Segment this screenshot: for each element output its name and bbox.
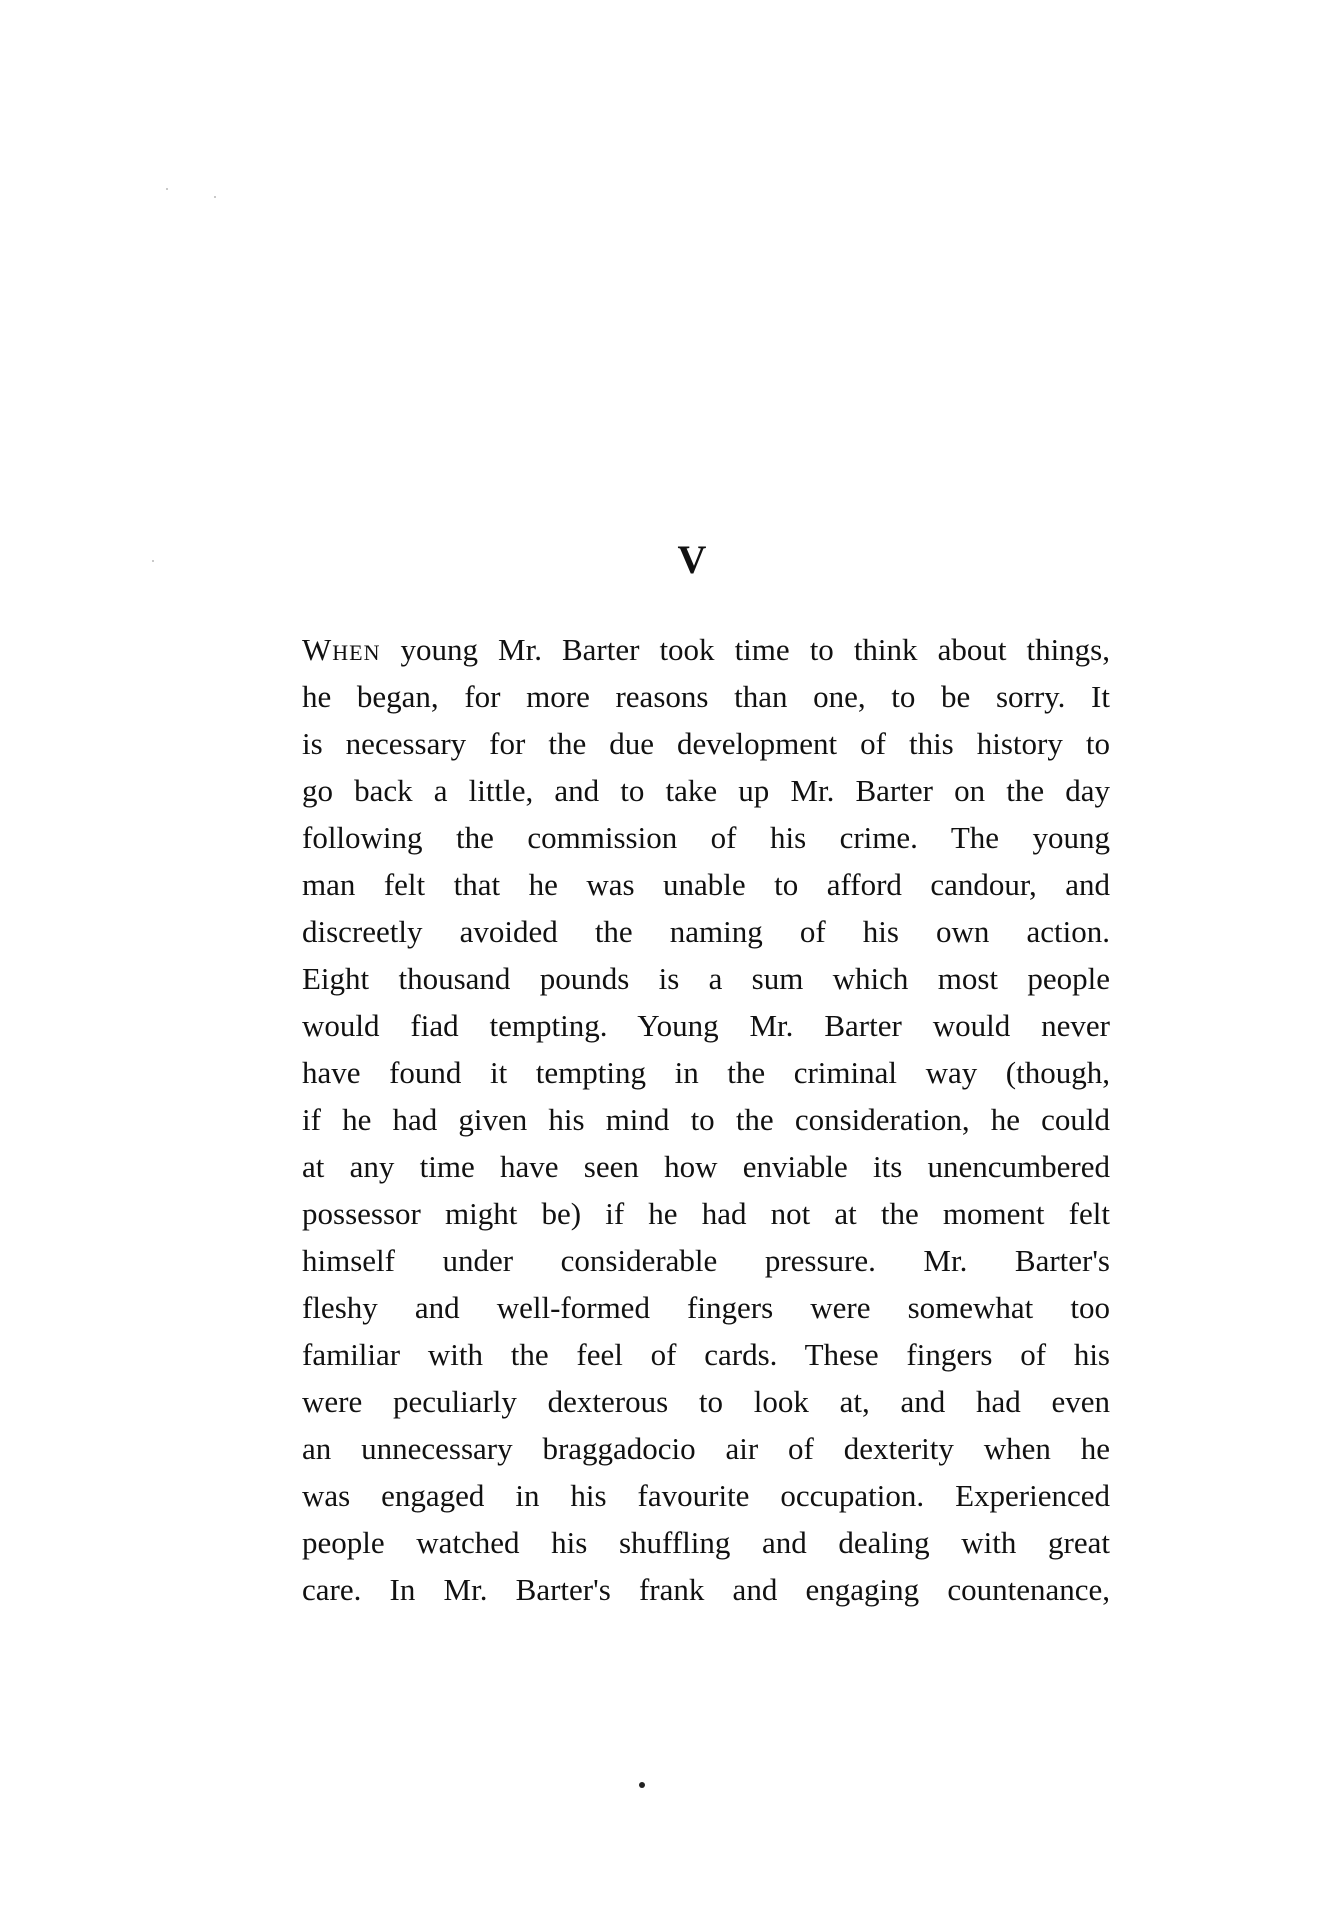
text-line-8: Eight thousand pounds is a sum which most people: [302, 961, 1110, 996]
text-line-20: people watched his shuffling and dealing with great: [302, 1525, 1110, 1560]
chapter-numeral: V: [677, 537, 707, 582]
footer-dot: [639, 1782, 645, 1788]
text-line-12: at any time have seen how enviable its unencumbered: [302, 1149, 1110, 1184]
text-line-16: familiar with the feel of cards. These fingers of his: [302, 1337, 1110, 1372]
text-line-15: fleshy and well-formed fingers were somewhat too: [302, 1290, 1110, 1325]
text-line-9: would fiad tempting. Young Mr. Barter would never: [302, 1008, 1110, 1043]
text-line-18: an unnecessary braggadocio air of dexterity when he: [302, 1431, 1110, 1466]
chapter-body-text: [302, 626, 1110, 1613]
text-line-19: was engaged in his favourite occupation. Experienced: [302, 1478, 1110, 1513]
text-line-21: care. In Mr. Barter's frank and engaging countenance,: [302, 1572, 1110, 1607]
text-line-2: he began, for more reasons than one, to be sorry. It: [302, 679, 1110, 714]
text-line-4: go back a little, and to take up Mr. Barter on the day: [302, 773, 1110, 808]
text-line-6: man felt that he was unable to afford candour, and: [302, 867, 1110, 902]
text-line-14: himself under considerable pressure. Mr. Barter's: [302, 1243, 1110, 1278]
scan-speck: [166, 188, 168, 190]
scan-speck: [214, 196, 216, 198]
text-line-7: discreetly avoided the naming of his own action.: [302, 914, 1110, 949]
text-line-5: following the commission of his crime. The young: [302, 820, 1110, 855]
text-line-11: if he had given his mind to the consideration, he could: [302, 1102, 1110, 1137]
text-line-17: were peculiarly dexterous to look at, and had even: [302, 1384, 1110, 1419]
text-line-3: is necessary for the due development of this history to: [302, 726, 1110, 761]
text-line-13: possessor might be) if he had not at the moment felt: [302, 1196, 1110, 1231]
text-line-1-rest: young Mr. Barter took time to think about things,: [380, 632, 1110, 667]
text-line-1: [302, 626, 1110, 673]
opening-word: When: [302, 632, 381, 667]
text-line-10: have found it tempting in the criminal way (though,: [302, 1055, 1110, 1090]
